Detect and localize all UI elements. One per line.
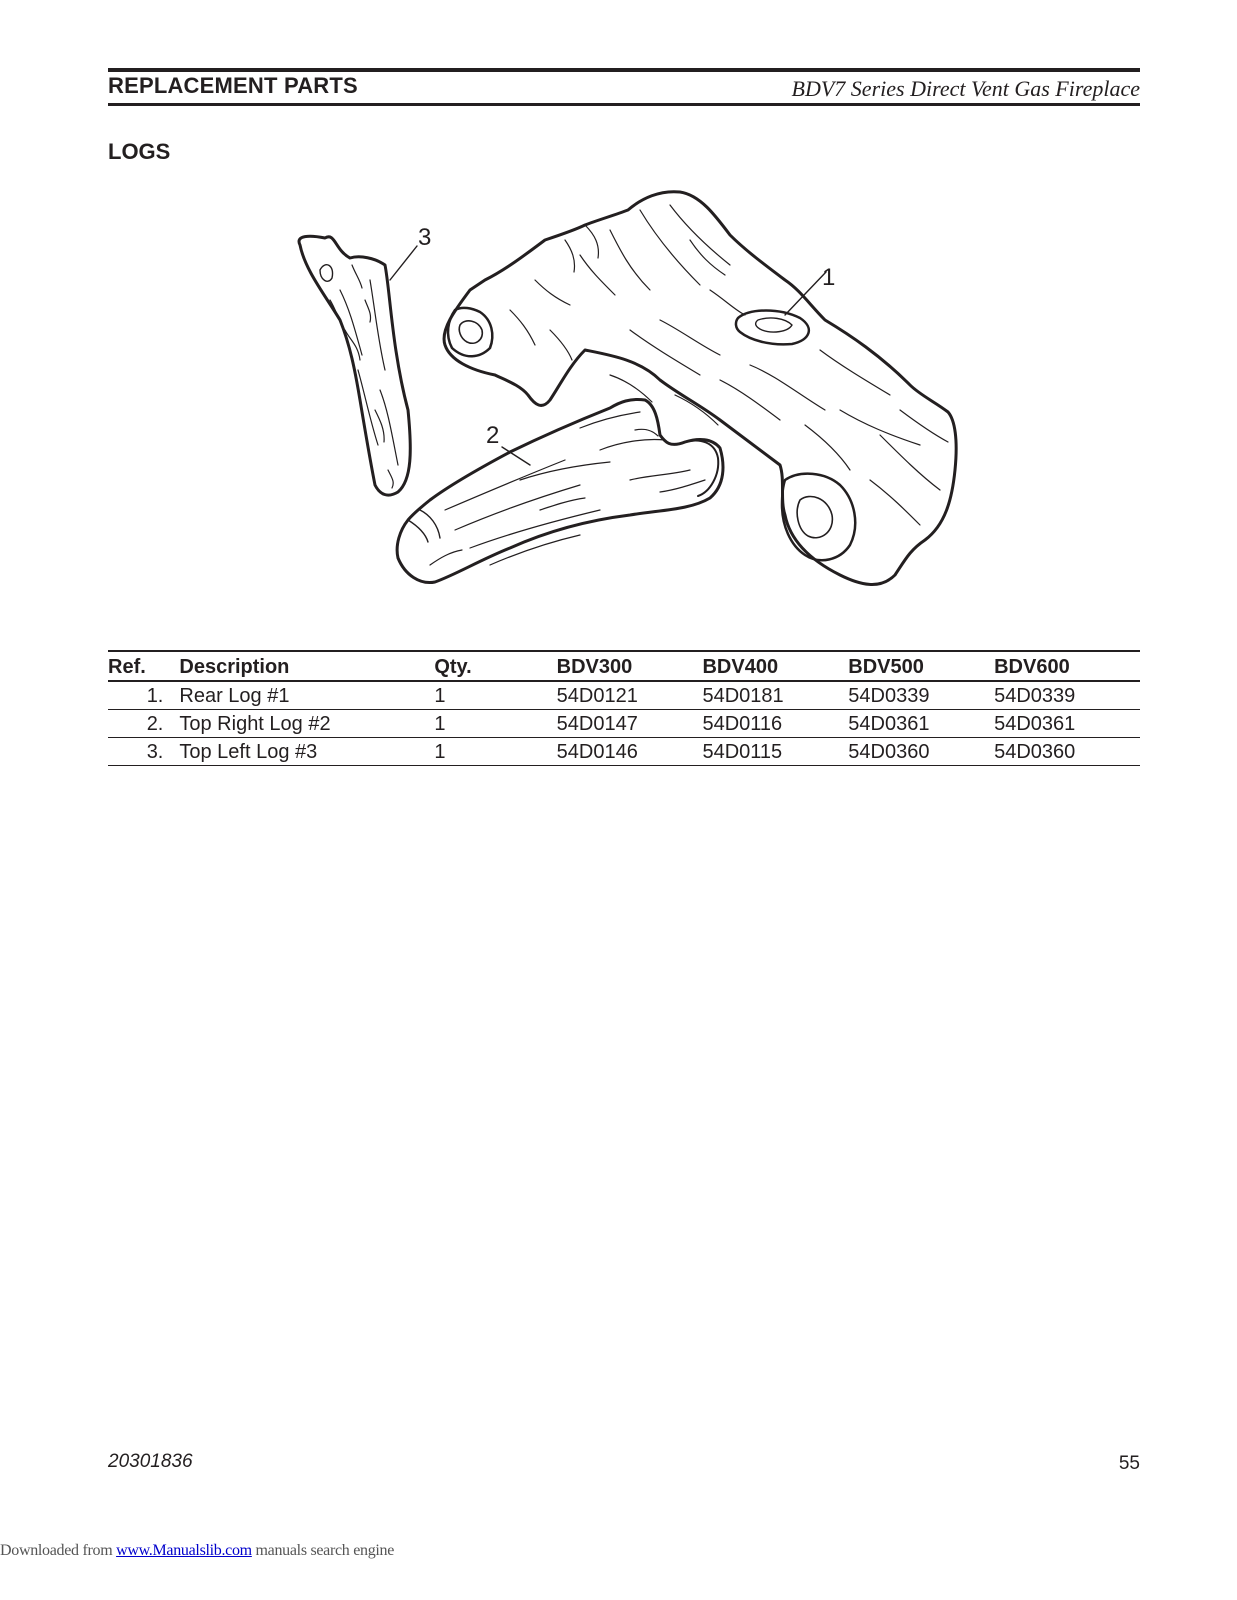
header-bdv500: BDV500 — [848, 651, 994, 681]
cell-ref: 3. — [108, 738, 179, 766]
cell-qty: 1 — [434, 681, 556, 710]
leader-1 — [785, 272, 826, 315]
header-ref: Ref. — [108, 651, 179, 681]
cell-ref: 2. — [108, 710, 179, 738]
cell-bdv600: 54D0360 — [994, 738, 1140, 766]
manualslib-link[interactable]: www.Manualslib.com — [116, 1542, 252, 1559]
callout-2: 2 — [486, 422, 500, 449]
cell-bdv500: 54D0339 — [848, 681, 994, 710]
cell-bdv300: 54D0121 — [557, 681, 703, 710]
cell-bdv400: 54D0115 — [702, 738, 848, 766]
cell-bdv400: 54D0116 — [702, 710, 848, 738]
download-note-suffix: manuals search engine — [251, 1542, 395, 1559]
cell-description: Top Right Log #2 — [179, 710, 434, 738]
cell-bdv600: 54D0361 — [994, 710, 1140, 738]
cell-bdv600: 54D0339 — [994, 681, 1140, 710]
table-row — [108, 710, 1140, 738]
page-number: 55 — [1118, 1453, 1140, 1474]
logs-illustration — [280, 180, 980, 610]
document-number: 20301836 — [108, 1451, 193, 1472]
cell-bdv400: 54D0181 — [702, 681, 848, 710]
leader-3 — [390, 246, 417, 280]
header-qty: Qty. — [434, 651, 556, 681]
header-bdv300: BDV300 — [557, 651, 703, 681]
cell-description: Top Left Log #3 — [179, 738, 434, 766]
log-2-drawing — [397, 399, 723, 582]
callout-1: 1 — [822, 264, 836, 291]
logs-diagram — [280, 180, 980, 610]
cell-qty: 1 — [434, 738, 556, 766]
download-note-prefix: Downloaded from — [0, 1542, 117, 1559]
table-row — [108, 738, 1140, 766]
section-title: REPLACEMENT PARTS — [108, 73, 358, 98]
callout-3: 3 — [418, 224, 432, 251]
cell-ref: 1. — [108, 681, 179, 710]
table-header-row — [108, 651, 1140, 681]
header-bdv600: BDV600 — [994, 651, 1140, 681]
download-note — [0, 1542, 394, 1560]
header-top-rule — [108, 68, 1140, 72]
cell-bdv300: 54D0146 — [557, 738, 703, 766]
log-1-drawing — [444, 192, 956, 585]
cell-bdv500: 54D0360 — [848, 738, 994, 766]
parts-table — [108, 650, 1140, 766]
header-bdv400: BDV400 — [702, 651, 848, 681]
subsection-title: LOGS — [108, 139, 171, 164]
cell-description: Rear Log #1 — [179, 681, 434, 710]
document-title: BDV7 Series Direct Vent Gas Fireplace — [791, 76, 1140, 101]
header-bottom-rule — [108, 103, 1140, 106]
cell-bdv300: 54D0147 — [557, 710, 703, 738]
cell-bdv500: 54D0361 — [848, 710, 994, 738]
table-row — [108, 681, 1140, 710]
header-description: Description — [179, 651, 434, 681]
cell-qty: 1 — [434, 710, 556, 738]
